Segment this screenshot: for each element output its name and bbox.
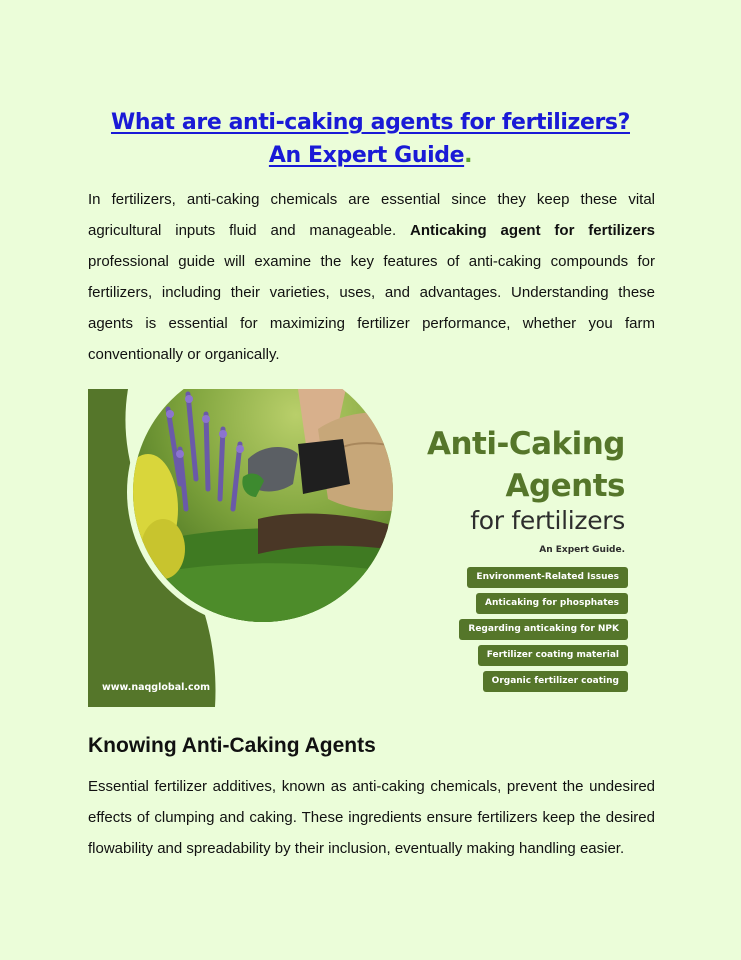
banner-title-line1: Anti-Caking [426,426,625,462]
topic-pill: Organic fertilizer coating [483,671,628,692]
banner-topic-list [459,567,628,692]
intro-paragraph [88,184,655,370]
banner-tagline: An Expert Guide. [539,545,625,555]
intro-text-start: In fertilizers, anti-caking chemicals are essential since they keep these vital agricultural inputs fluid and manageable. [88,191,655,239]
section-paragraph: Essential fertilizer additives, known as anti-caking chemicals, prevent the undesired effects of clumping and caking. These ingredients ensure fertilizers keep the desired flowability and spreadability by their inclusion, eventually making handling easier. [88,778,655,857]
topic-pill: Regarding anticaking for NPK [459,619,628,640]
topic-pill: Fertilizer coating material [478,645,628,666]
topic-pill: Anticaking for phosphates [476,593,628,614]
page-title [100,106,641,172]
banner-image [88,389,655,707]
banner-website: www.naqglobal.com [102,682,211,693]
section-heading: Knowing Anti-Caking Agents [88,734,376,757]
title-period: . [464,143,473,168]
banner-title-line2: Agents [505,468,625,504]
intro-bold-keyword: Anticaking agent for fertilizers [410,222,655,239]
banner-subtitle: for fertilizers [470,506,625,535]
title-link[interactable]: What are anti-caking agents for fertilizers? An Expert Guide [110,110,630,168]
topic-pill: Environment-Related Issues [467,567,628,588]
intro-text-end: professional guide will examine the key features of anti-caking compounds for fertilizers, including their varieties, uses, and advantages. Understanding these agents is essential for maximizing fertilizer performance, whether you farm conventionally or organically. [88,253,655,363]
banner-title [427,423,625,507]
